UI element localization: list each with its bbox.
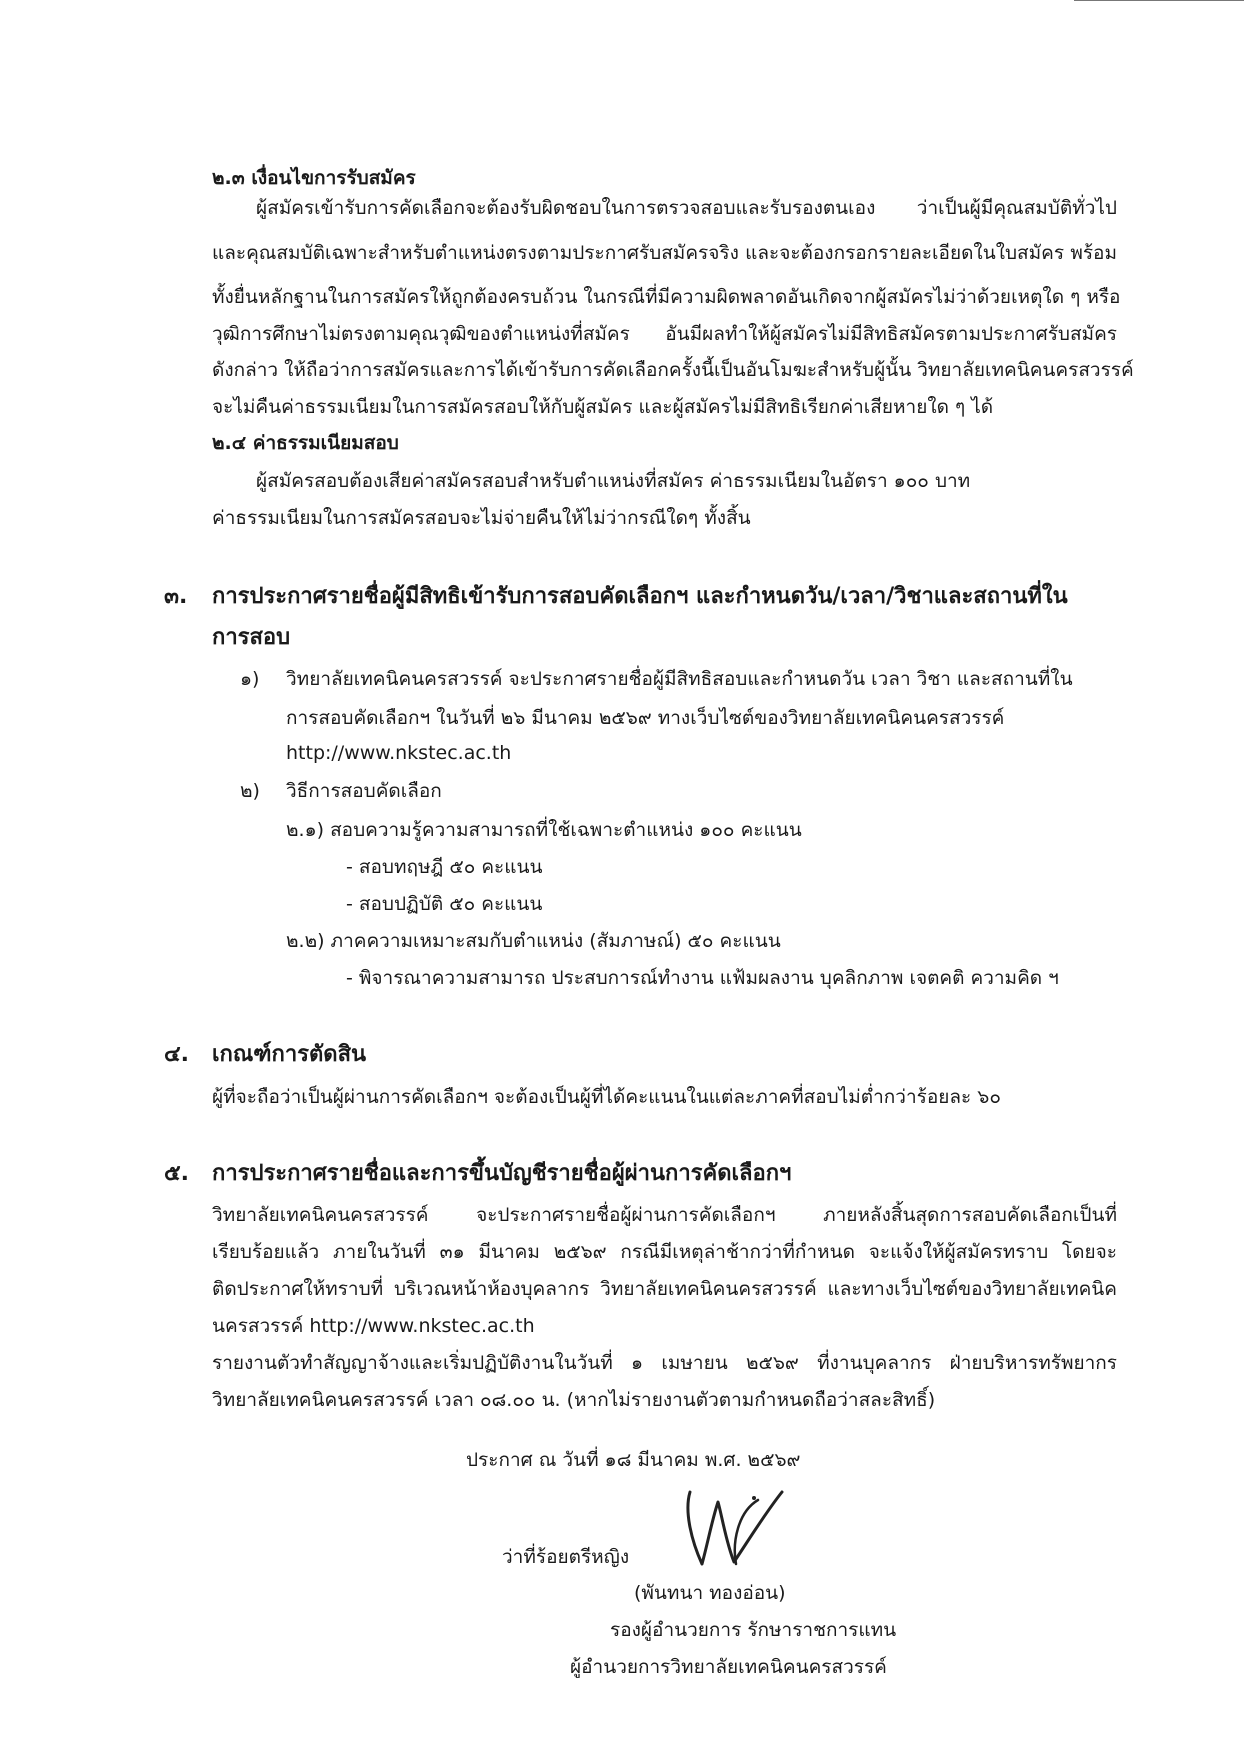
signer-position-1: รองผู้อำนวยการ รักษาราชการแทน	[610, 1619, 897, 1641]
section-2-3-line-6: จะไม่คืนค่าธรรมเนียมในการสมัครสอบให้กับผู้สมัคร และผู้สมัครไม่มีสิทธิเรียกค่าเสียหายใด ๆ ได้	[212, 396, 994, 418]
handwritten-signature	[678, 1482, 788, 1570]
section-2-3-line-5: ดังกล่าว ให้ถือว่าการสมัครและการได้เข้ารับการคัดเลือกครั้งนี้เป็นอันโมฆะสำหรับผู้นั้น วิทยาลัยเทคนิคนครสวรรค์	[212, 359, 1134, 381]
section-5-para-1-line-4: นครสวรรค์ http://www.nkstec.ac.th	[212, 1315, 535, 1337]
section-5-number: ๕.	[164, 1161, 190, 1186]
section-2-4-heading: ๒.๔ ค่าธรรมเนียมสอบ	[212, 432, 399, 454]
section-2-3-line-1: ผู้สมัครเข้ารับการคัดเลือกจะต้องรับผิดชอบในการตรวจสอบและรับรองตนเอง ว่าเป็นผู้มีคุณสมบัติทั่วไป	[256, 197, 1117, 219]
section-3-number: ๓.	[164, 584, 188, 609]
section-3-item-1-url: http://www.nkstec.ac.th	[286, 742, 512, 764]
section-4-text: ผู้ที่จะถือว่าเป็นผู้ผ่านการคัดเลือกฯ จะต้องเป็นผู้ที่ได้คะแนนในแต่ละภาคที่สอบไม่ต่ำกว่าร้อยละ ๖๐	[212, 1086, 1001, 1108]
section-5-para-2-line-2: วิทยาลัยเทคนิคนครสวรรค์ เวลา ๐๘.๐๐ น. (หากไม่รายงานตัวตามกำหนดถือว่าสละสิทธิ์)	[212, 1389, 936, 1411]
section-5-para-2-line-1: รายงานตัวทำสัญญาจ้างและเริ่มปฏิบัติงานในวันที่ ๑ เมษายน ๒๕๖๙ ที่งานบุคลากร ฝ่ายบริหารทรัพยากร	[212, 1352, 1117, 1374]
section-3-item-1-line-2: การสอบคัดเลือกฯ ในวันที่ ๒๖ มีนาคม ๒๕๖๙ ทางเว็บไซต์ของวิทยาลัยเทคนิคนครสวรรค์	[286, 707, 1005, 729]
section-2-4-line-2: ค่าธรรมเนียมในการสมัครสอบจะไม่จ่ายคืนให้ไม่ว่ากรณีใดๆ ทั้งสิ้น	[212, 507, 751, 529]
section-3-item-1-number: ๑)	[240, 668, 260, 690]
section-3-sub-1: ๒.๑) สอบความรู้ความสามารถที่ใช้เฉพาะตำแหน่ง ๑๐๐ คะแนน	[286, 819, 802, 841]
section-2-3-line-4: วุฒิการศึกษาไม่ตรงตามคุณวุฒิของตำแหน่งที่สมัคร อันมีผลทำให้ผู้สมัครไม่มีสิทธิสมัครตามประกาศรับสมัคร	[212, 323, 1117, 345]
section-2-4-line-1: ผู้สมัครสอบต้องเสียค่าสมัครสอบสำหรับตำแหน่งที่สมัคร ค่าธรรมเนียมในอัตรา ๑๐๐ บาท	[256, 470, 971, 492]
signer-position-2: ผู้อำนวยการวิทยาลัยเทคนิคนครสวรรค์	[570, 1656, 887, 1678]
scan-edge-line	[1074, 0, 1244, 1]
section-3-sub-2-a: - พิจารณาความสามารถ ประสบการณ์ทำงาน แฟ้มผลงาน บุคลิกภาพ เจตคติ ความคิด ฯ	[346, 967, 1059, 989]
section-3-item-2-number: ๒)	[240, 780, 260, 802]
section-2-3-heading: ๒.๓ เงื่อนไขการรับสมัคร	[212, 167, 416, 189]
section-3-title-line-1: การประกาศรายชื่อผู้มีสิทธิเข้ารับการสอบคัดเลือกฯ และกำหนดวัน/เวลา/วิชาและสถานที่ใน	[212, 584, 1068, 609]
section-3-item-2-title: วิธีการสอบคัดเลือก	[286, 780, 442, 802]
section-2-3-line-2: และคุณสมบัติเฉพาะสำหรับตำแหน่งตรงตามประกาศรับสมัครจริง และจะต้องกรอกรายละเอียดในใบสมัคร พร้อม	[212, 242, 1117, 264]
section-3-sub-1-a: - สอบทฤษฎี ๕๐ คะแนน	[346, 856, 543, 878]
section-4-number: ๔.	[164, 1042, 190, 1067]
section-2-3-line-3: ทั้งยื่นหลักฐานในการสมัครให้ถูกต้องครบถ้วน ในกรณีที่มีความผิดพลาดอันเกิดจากผู้สมัครไม่ว่าด้วยเหตุใด ๆ หรือ	[212, 286, 1121, 308]
section-5-title: การประกาศรายชื่อและการขึ้นบัญชีรายชื่อผู้ผ่านการคัดเลือกฯ	[212, 1161, 792, 1186]
section-3-sub-1-b: - สอบปฏิบัติ ๕๐ คะแนน	[346, 893, 543, 915]
section-3-sub-2: ๒.๒) ภาคความเหมาะสมกับตำแหน่ง (สัมภาษณ์) ๕๐ คะแนน	[286, 930, 781, 952]
section-5-para-1-line-3: ติดประกาศให้ทราบที่ บริเวณหน้าห้องบุคลากร วิทยาลัยเทคนิคนครสวรรค์ และทางเว็บไซต์ของวิทยาลัยเทคนิค	[212, 1278, 1117, 1300]
section-5-para-1-line-1: วิทยาลัยเทคนิคนครสวรรค์ จะประกาศรายชื่อผู้ผ่านการคัดเลือกฯ ภายหลังสิ้นสุดการสอบคัดเลือกเป็นที่	[212, 1204, 1117, 1226]
announce-date: ประกาศ ณ วันที่ ๑๘ มีนาคม พ.ศ. ๒๕๖๙	[466, 1449, 801, 1471]
signer-name: (พันทนา ทองอ่อน)	[634, 1582, 786, 1604]
signer-rank: ว่าที่ร้อยตรีหญิง	[502, 1546, 630, 1568]
section-3-item-1-line-1: วิทยาลัยเทคนิคนครสวรรค์ จะประกาศรายชื่อผู้มีสิทธิสอบและกำหนดวัน เวลา วิชา และสถานที่ใน	[286, 668, 1073, 690]
section-4-title: เกณฑ์การตัดสิน	[212, 1042, 367, 1067]
section-3-title-line-2: การสอบ	[212, 625, 291, 650]
section-5-para-1-line-2: เรียบร้อยแล้ว ภายในวันที่ ๓๑ มีนาคม ๒๕๖๙ กรณีมีเหตุล่าช้ากว่าที่กำหนด จะแจ้งให้ผู้สมัครทราบ โดยจะ	[212, 1241, 1117, 1263]
